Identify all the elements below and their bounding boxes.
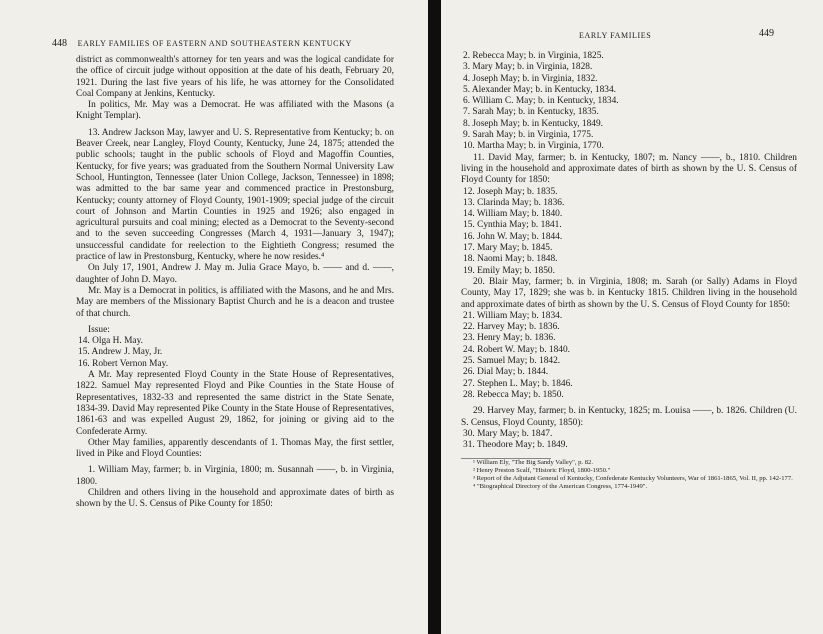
list-item: 24. Robert W. May; b. 1840. (463, 344, 571, 355)
paragraph-david-may: 11. David May, farmer; b. in Kentucky, 1807; m. Nancy ——, b., 1810. Children living in the household and approximate dates of birth as shown by the U. S. Census of Floyd County for 1850: (461, 152, 797, 186)
left-running-head-text: EARLY FAMILIES OF EASTERN AND SOUTHEASTERN KENTUCKY (77, 39, 352, 48)
paragraph-harvey-may: 29. Harvey May, farmer; b. in Kentucky, 1825; m. Louisa ——, b. 1826. Children (U. S. Census, Floyd County, 1850): (461, 406, 797, 428)
paragraph-marriage: On July 17, 1901, Andrew J. May m. Julia Grace Mayo, b. —— and d. ——, daughter of John D. Mayo. (76, 263, 394, 285)
list-item: 14. William May; b. 1840. (463, 209, 563, 220)
issue-heading: Issue: (88, 324, 110, 335)
list-item: 8. Joseph May; b. in Kentucky, 1849. (463, 118, 604, 129)
list-item: 15. Andrew J. May, Jr. (78, 347, 163, 358)
list-item: 4. Joseph May; b. in Virginia, 1832. (463, 73, 598, 84)
footnote: ² Henry Preston Scalf, "Historic Floyd, 1800-1950." (473, 467, 611, 475)
list-item: 15. Cynthia May; b. 1841. (463, 220, 562, 231)
children-list-david (461, 187, 797, 277)
children-list-blair (461, 311, 797, 401)
children-list-harvey (461, 429, 797, 452)
paragraph-representatives: A Mr. May represented Floyd County in the State House of Representatives, 1822. Samuel May represented Floyd and Pike Counties in the State House of Representatives, 1832-33 and represented the same district in the State Senate, 1834-39. David May represented Pike County in the State House of Representatives, 1861-63 and was expelled August 29, 1862, for joining or giving aid to the Confederate Army. (76, 370, 394, 437)
list-item: 6. William C. May; b. in Kentucky, 1834. (463, 96, 619, 107)
list-item: 27. Stephen L. May; b. 1846. (463, 378, 573, 389)
list-item: 21. William May; b. 1834. (463, 310, 563, 321)
paragraph-blair-may: 20. Blair May, farmer; b. in Virginia, 1808; m. Sarah (or Sally) Adams in Floyd County, May 17, 1829; she was b. in Kentucky 1815. Children living in the household and approximate dates of birth as shown by the U. S. Census of Floyd County for 1850: (461, 276, 797, 310)
issue-list (76, 336, 394, 370)
list-item: 17. Mary May; b. 1845. (463, 243, 553, 254)
list-item: 7. Sarah May; b. in Kentucky, 1835. (463, 107, 599, 118)
left-running-head (52, 38, 352, 49)
footnote: ³ Report of the Adjutant General of Kentucky, Confederate Kentucky Volunteers, War of 1861-1865, Vol. II, pp. 142-177. (473, 475, 793, 483)
children-list-william (461, 51, 797, 153)
right-running-head-text: EARLY FAMILIES (579, 31, 652, 40)
list-item: 10. Martha May; b. in Virginia, 1770. (463, 141, 604, 152)
paragraph-other-families: Other May families, apparently descendants of 1. Thomas May, the first settler, lived in Pike and Floyd Counties: (76, 437, 394, 460)
list-item: 2. Rebecca May; b. in Virginia, 1825. (463, 51, 604, 61)
list-item: 13. Clarinda May; b. 1836. (463, 197, 565, 208)
paragraph-politics: In politics, Mr. May was a Democrat. He was affiliated with the Masons (a Knight Templar). (76, 100, 394, 122)
list-item: 16. Robert Vernon May. (78, 358, 169, 369)
list-item: 31. Theodore May; b. 1849. (463, 440, 568, 451)
list-item: 30. Mary May; b. 1847. (463, 428, 553, 439)
list-item: 3. Mary May; b. in Virginia, 1828. (463, 62, 593, 73)
paragraph-attorney: district as commonwealth's attorney for ten years and was the logical candidate for the office of circuit judge without opposition at the date of his death, February 20, 1921. During the last five years of his life, he was attorney for the Consolidated Coal Company at Jenkins, Kentucky. (76, 55, 394, 99)
list-item: 23. Henry May; b. 1836. (463, 333, 556, 344)
right-page (441, 0, 823, 634)
footnote: ⁴ "Biographical Directory of the American Congress, 1774-1949". (473, 483, 648, 491)
right-page-number-wrap (759, 28, 782, 39)
left-page-body (76, 55, 394, 511)
book-gutter (428, 0, 441, 634)
right-running-head (579, 31, 651, 40)
list-item: 16. John W. May; b. 1844. (463, 231, 563, 242)
footnote: ¹ William Ely, "The Big Sandy Valley", p. 82. (473, 459, 593, 467)
list-item: 9. Sarah May; b. in Virginia, 1775. (463, 130, 594, 141)
right-page-body (461, 51, 797, 491)
paragraph-william-may: 1. William May, farmer; b. in Virginia, 1800; m. Susannah ——, b. in Virginia, 1800. (76, 465, 394, 487)
list-item: 28. Rebecca May; b. 1850. (463, 389, 564, 400)
paragraph-andrew-jackson-may: 13. Andrew Jackson May, lawyer and U. S. Representative from Kentucky; b. on Beaver Creek, near Langley, Floyd County, Kentucky, June 24, 1875; attended the public schools; taught in the public schools of Floyd and Magoffin Counties, Kentucky, for five years; was graduated from the Southern Normal University Law School, Huntington, Tennessee (later Union College, Jackson, Tennessee) in 1898; was admitted to the bar same year and commenced practice in Prestonsburg, Kentucky; county attorney of Floyd County, 1901-1909; special judge of the circuit court of Johnson and Martin Counties in 1925 and 1926; also engaged in agricultural pursuits and coal mining; elected as a Democrat to the Seventy-second and to the seven succeeding Congresses (March 4, 1931—January 3, 1947); unsuccessful candidate for reelection to the Eightieth Congress; resumed the practice of law in Prestonsburg, Kentucky, where he now resides.⁴ (76, 127, 394, 263)
list-item: 22. Harvey May; b. 1836. (463, 322, 560, 333)
list-item: 12. Joseph May; b. 1835. (463, 186, 558, 197)
list-item: 26. Dial May; b. 1844. (463, 367, 549, 378)
list-item: 25. Samuel May; b. 1842. (463, 356, 561, 367)
list-item: 5. Alexander May; b. in Kentucky, 1834. (463, 84, 617, 95)
paragraph-religion: Mr. May is a Democrat in politics, is affiliated with the Masons, and he and Mrs. May are members of the Missionary Baptist Church and he is a deacon and trustee of that church. (76, 285, 394, 319)
list-item: 18. Naomi May; b. 1848. (463, 254, 558, 265)
left-page-number: 448 (52, 38, 67, 49)
list-item: 14. Olga H. May. (78, 336, 144, 347)
list-item: 19. Emily May; b. 1850. (463, 265, 555, 276)
paragraph-census-pike: Children and others living in the household and approximate dates of birth as shown by the U. S. Census of Pike County for 1850: (76, 487, 394, 510)
right-page-number: 449 (759, 28, 774, 39)
